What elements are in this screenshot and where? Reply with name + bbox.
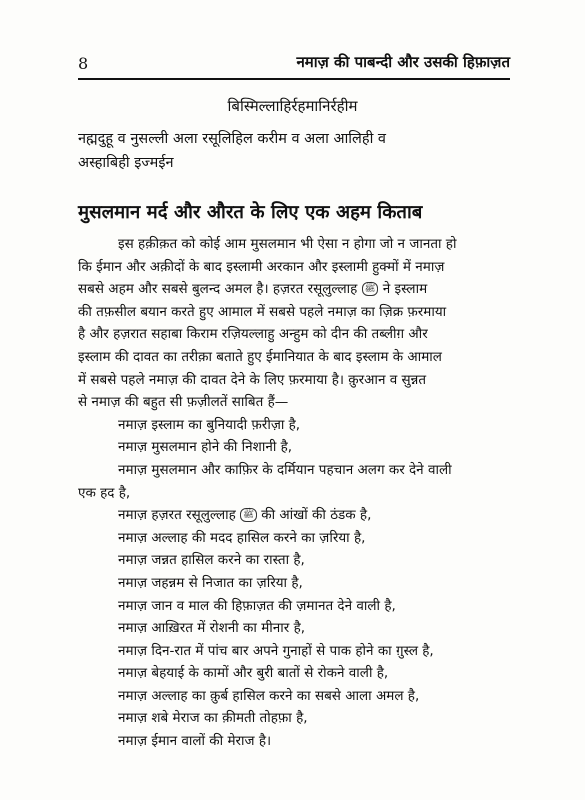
- text-line: से नमाज़ की बहुत सी फ़ज़ीलतें साबित हैं—: [78, 394, 289, 411]
- salutation-line: अस्हाबिही इज्मईन: [78, 155, 174, 171]
- text-line: में सबसे पहले नमाज़ की दावत देने के लिए फ़रमाया है। क़ुरआन व सुन्नत: [78, 371, 427, 388]
- list-item: नमाज़ दिन-रात में पांच बार अपने गुनाहों से पाक होने का ग़ुस्ल है,: [118, 642, 434, 659]
- text-segment: नमाज़ हज़रत रसूलुल्लाह: [118, 507, 236, 524]
- list-item: नमाज़ जान व माल की हिफ़ाज़त की ज़मानत देने वाली है,: [118, 597, 396, 614]
- list-item: नमाज़ शबे मेराज का क़ीमती तोहफ़ा है,: [118, 710, 308, 727]
- text-line: [78, 278, 510, 301]
- section-heading: मुसलमान मर्द और औरत के लिए एक अहम किताब: [78, 202, 423, 223]
- text-line: की तफ़सील बयान करते हुए आमाल में सबसे पहले नमाज़ का ज़िक्र फ़रमाया: [78, 303, 447, 320]
- text-line: इस हक़ीक़त को कोई आम मुसलमान भी ऐसा न होगा जो न जानता हो: [118, 236, 457, 252]
- list-item: नमाज़ मुसलमान और काफ़िर के दर्मियान पहचान अलग कर देने वाली: [118, 461, 452, 478]
- salutation-line: नह्मदुहू व नुसल्ली अला रसूलिहिल करीम व अला आलिही व: [78, 131, 386, 147]
- page-header: [78, 50, 510, 78]
- list-item: [78, 504, 510, 527]
- text-line: है और हज़रात सहाबा किराम रज़ियल्लाहु अन्हुम को दीन की तब्लीग़ और: [78, 326, 428, 343]
- text-line: कि ईमान और अक़ीदों के बाद इस्लामी अरकान और इस्लामी हुक्मों में नमाज़: [78, 258, 445, 275]
- text-segment: सबसे अहम और सबसे बुलन्द अमल है। हज़रत रसूलुल्लाह: [78, 281, 358, 298]
- list-item: नमाज़ ईमान वालों की मेराज है।: [118, 733, 272, 750]
- list-item: नमाज़ जहन्नम से निजात का ज़रिया है,: [118, 574, 303, 591]
- text-line: इस्लाम की दावत का तरीक़ा बताते हुए ईमानियात के बाद इस्लाम के आमाल: [78, 348, 442, 365]
- list-item: नमाज़ मुसलमान होने की निशानी है,: [118, 439, 293, 456]
- header-divider: [78, 78, 510, 80]
- pbuh-icon: ﷺ: [362, 282, 379, 296]
- salutation-paragraph: [78, 127, 510, 175]
- page-number: 8: [78, 54, 89, 73]
- list-item: नमाज़ इस्लाम का बुनियादी फ़रीज़ा है,: [118, 416, 301, 433]
- list-item: नमाज़ आख़िरत में रोशनी का मीनार है,: [118, 620, 306, 637]
- list-item: नमाज़ जन्नत हासिल करने का रास्ता है,: [118, 552, 305, 569]
- text-segment: ने इस्लाम: [382, 281, 428, 298]
- list-item-continuation: एक हद है,: [78, 484, 131, 501]
- list-item: नमाज़ बेहयाई के कामों और बुरी बातों से रोकने वाली है,: [118, 665, 389, 682]
- bismillah-line: बिस्मिल्लाहिर्रहमानिर्रहीम: [227, 97, 358, 115]
- list-item: नमाज़ अल्लाह का क़ुर्ब हासिल करने का सबसे आला अमल है,: [118, 687, 420, 704]
- running-title: नमाज़ की पाबन्दी और उसकी हिफ़ाज़त: [296, 53, 510, 71]
- body-text: [78, 233, 510, 753]
- text-segment: की आंखों की ठंडक है,: [261, 507, 372, 524]
- list-item: नमाज़ अल्लाह की मदद हासिल करने का ज़रिया है,: [118, 529, 366, 546]
- pbuh-icon: ﷺ: [240, 508, 257, 522]
